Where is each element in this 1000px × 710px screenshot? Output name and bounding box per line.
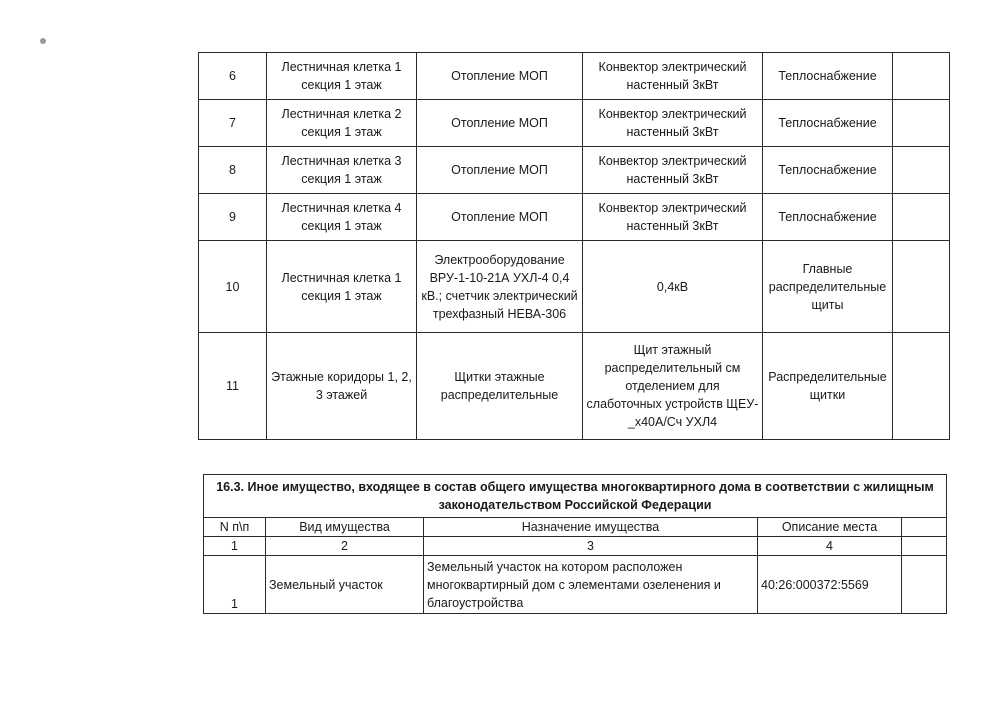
row-empty-cell xyxy=(893,241,950,333)
row-category: Теплоснабжение xyxy=(763,53,893,100)
row-kind: Земельный участок xyxy=(266,556,424,614)
row-place: Лестничная клетка 1 секция 1 этаж xyxy=(267,53,417,100)
column-number-row xyxy=(204,537,947,556)
row-number: 8 xyxy=(199,147,267,194)
header-kind: Вид имущества xyxy=(266,518,424,537)
row-category: Теплоснабжение xyxy=(763,194,893,241)
row-description: Щит этажный распределительный см отделением для слаботочных устройств ЩЕУ-_х40А/Сч УХЛ4 xyxy=(583,333,763,440)
row-category: Распределительные щитки xyxy=(763,333,893,440)
row-empty-cell xyxy=(902,556,947,614)
row-description: Конвектор электрический настенный 3кВт xyxy=(583,100,763,147)
row-purpose: Отопление МОП xyxy=(417,194,583,241)
header-purpose: Назначение имущества xyxy=(424,518,758,537)
row-category: Теплоснабжение xyxy=(763,100,893,147)
header-location: Описание места xyxy=(758,518,902,537)
row-purpose: Отопление МОП xyxy=(417,53,583,100)
column-number-empty xyxy=(902,537,947,556)
table-row xyxy=(199,100,950,147)
row-place: Лестничная клетка 3 секция 1 этаж xyxy=(267,147,417,194)
column-number-1: 1 xyxy=(204,537,266,556)
row-number: 11 xyxy=(199,333,267,440)
row-empty-cell xyxy=(893,100,950,147)
row-number: 7 xyxy=(199,100,267,147)
column-number-3: 3 xyxy=(424,537,758,556)
row-purpose: Щитки этажные распределительные xyxy=(417,333,583,440)
row-place: Лестничная клетка 1 секция 1 этаж xyxy=(267,241,417,333)
header-row xyxy=(204,518,947,537)
row-location: 40:26:000372:5569 xyxy=(758,556,902,614)
row-description: Конвектор электрический настенный 3кВт xyxy=(583,194,763,241)
row-category: Теплоснабжение xyxy=(763,147,893,194)
table-row xyxy=(199,241,950,333)
row-place: Этажные коридоры 1, 2, 3 этажей xyxy=(267,333,417,440)
row-empty-cell xyxy=(893,194,950,241)
row-description: 0,4кВ xyxy=(583,241,763,333)
row-empty-cell xyxy=(893,147,950,194)
row-empty-cell xyxy=(893,53,950,100)
column-number-2: 2 xyxy=(266,537,424,556)
row-number: 6 xyxy=(199,53,267,100)
row-number: 10 xyxy=(199,241,267,333)
table-row xyxy=(199,194,950,241)
row-place: Лестничная клетка 4 секция 1 этаж xyxy=(267,194,417,241)
row-category: Главные распределительные щиты xyxy=(763,241,893,333)
row-number: 1 xyxy=(204,556,266,614)
section-title: 16.3. Иное имущество, входящее в состав общего имущества многоквартирного дома в соответствии с жилищным законодательством Российской Федерации xyxy=(204,475,947,518)
table-row xyxy=(204,556,947,614)
other-property-table xyxy=(203,474,947,614)
row-empty-cell xyxy=(893,333,950,440)
row-purpose: Земельный участок на котором расположен многоквартирный дом с элементами озеленения и благоустройства xyxy=(424,556,758,614)
table-row xyxy=(199,147,950,194)
row-number: 9 xyxy=(199,194,267,241)
column-number-4: 4 xyxy=(758,537,902,556)
table-row xyxy=(199,53,950,100)
property-table xyxy=(198,52,950,440)
header-empty-cell xyxy=(902,518,947,537)
row-description: Конвектор электрический настенный 3кВт xyxy=(583,147,763,194)
row-purpose: Отопление МОП xyxy=(417,147,583,194)
row-purpose: Отопление МОП xyxy=(417,100,583,147)
section-title-row xyxy=(204,475,947,518)
scan-mark xyxy=(40,38,46,44)
header-num: N п\п xyxy=(204,518,266,537)
row-description: Конвектор электрический настенный 3кВт xyxy=(583,53,763,100)
row-purpose: Электрооборудование ВРУ-1-10-21А УХЛ-4 0,4 кВ.; счетчик электрический трехфазный НЕВА-306 xyxy=(417,241,583,333)
row-place: Лестничная клетка 2 секция 1 этаж xyxy=(267,100,417,147)
table-row xyxy=(199,333,950,440)
